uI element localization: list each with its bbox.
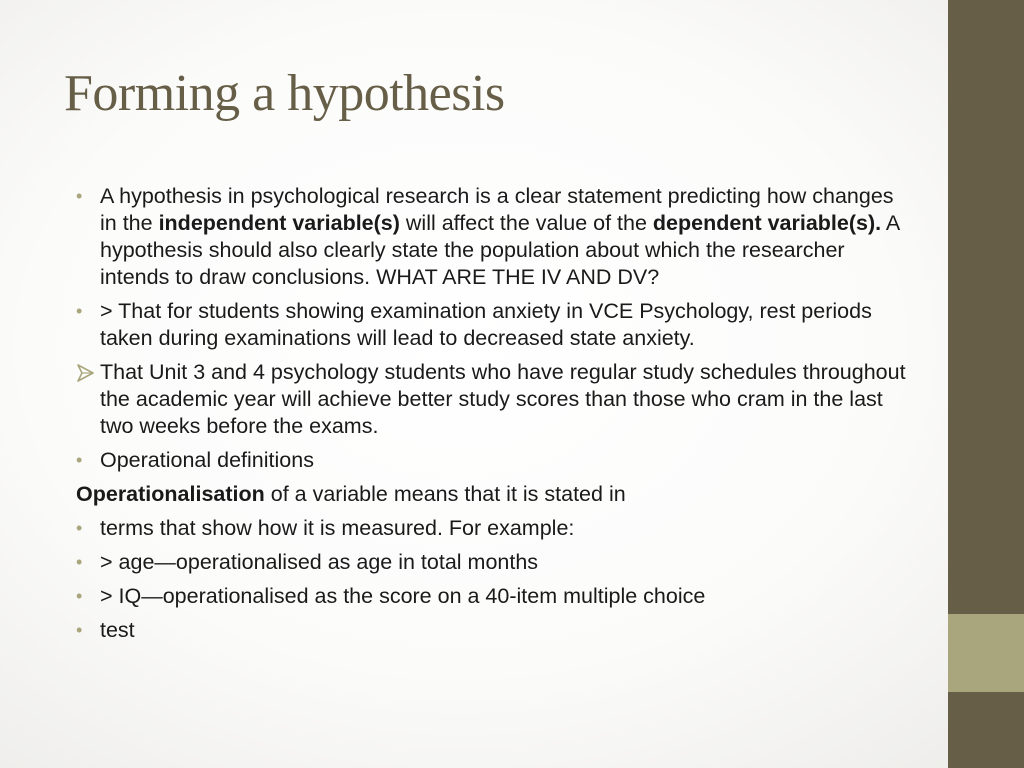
bullet-dot: • [76,552,83,572]
text-segment: will affect the value of the [399,211,653,235]
bullet-iq-example [76,583,906,610]
bullet-text: Operational definitions [100,448,314,472]
bold-dependent-variable: dependent variable(s). [652,211,882,235]
arrow-bullet-icon [76,363,96,383]
slide-body [76,183,906,651]
operationalisation-paragraph [76,481,906,508]
bullet-text: > That for students showing examination anxiety in VCE Psychology, rest periods taken during examinations will lead to decreased state anxiety. [100,299,872,350]
text-segment: A hypothesis in psychological research is a clear statement predicting how changes in the [100,184,894,235]
bullet-text: > age—operationalised as age in total months [100,550,539,574]
bullet-dot: • [76,450,83,470]
bullet-operational-definitions [76,447,906,474]
bullet-dot: • [76,518,83,538]
bullet-dot: • [76,620,83,640]
text-segment: A hypothesis should also clearly state the population about which the researcher intends to draw conclusions. WHAT ARE THE IV AND DV? [100,211,900,289]
slide-title: Forming a hypothesis [64,65,505,122]
bold-independent-variable: independent variable(s) [158,211,400,235]
bullet-terms-measured [76,515,906,542]
bullet-hypothesis-definition [76,183,906,291]
bullet-text: terms that show how it is measured. For example: [100,516,575,540]
text-segment: of a variable means that it is stated in [264,482,626,506]
bullet-test [76,617,906,644]
sidebar-accent-block [948,614,1024,692]
bullet-example-study-schedules [76,359,906,440]
bullet-text: test [100,618,135,642]
bold-operationalisation: Operationalisation [76,482,265,506]
bullet-text: That Unit 3 and 4 psychology students who have regular study schedules throughout the academic year will achieve better study scores than those who cram in the last two weeks before the exams. [100,360,906,438]
bullet-age-example [76,549,906,576]
bullet-dot: • [76,586,83,606]
bullet-dot: • [76,301,83,321]
bullet-text: > IQ—operationalised as the score on a 40-item multiple choice [100,584,706,608]
bullet-example-exam-anxiety [76,298,906,352]
bullet-dot: • [76,186,83,206]
